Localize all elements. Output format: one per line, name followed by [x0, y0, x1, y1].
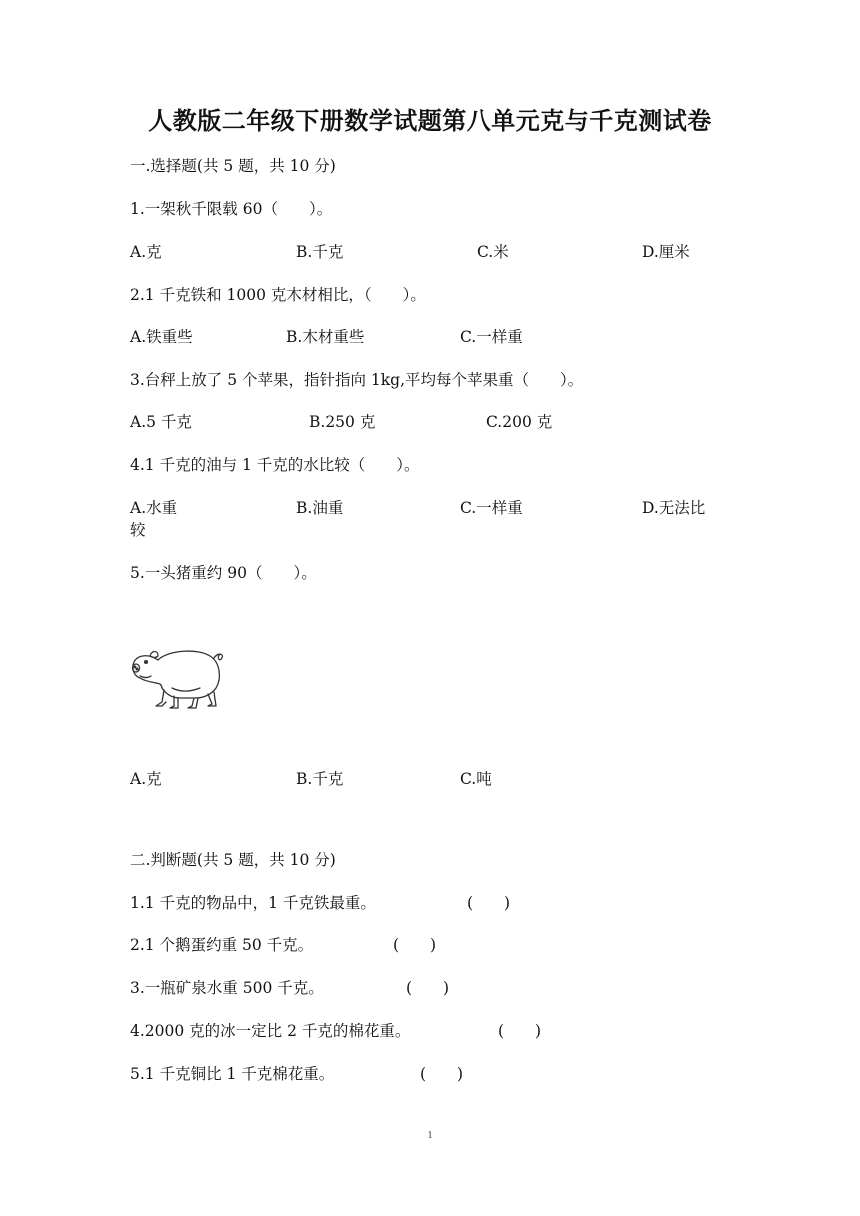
q2-option-b[interactable]: B.木材重些 [286, 328, 365, 346]
judge-1-answer-blank[interactable]: ( ) [467, 894, 511, 912]
q1-option-a[interactable]: A.克 [130, 243, 162, 261]
judge-question-3-text: 3.一瓶矿泉水重 500 千克。 [130, 979, 324, 997]
judge-question-5-text: 5.1 千克铜比 1 千克棉花重。 [130, 1065, 335, 1083]
judge-4-answer-blank[interactable]: ( ) [498, 1022, 542, 1040]
judge-2-answer-blank[interactable]: ( ) [393, 936, 437, 954]
question-1-text: 1.一架秋千限载 60（ ）。 [130, 200, 333, 218]
judge-5-answer-blank[interactable]: ( ) [420, 1065, 464, 1083]
judge-question-2-text: 2.1 个鹅蛋约重 50 千克。 [130, 936, 314, 954]
judge-question-4-text: 4.2000 克的冰一定比 2 千克的棉花重。 [130, 1022, 411, 1040]
judge-question-1-text: 1.1 千克的物品中，1 千克铁最重。 [130, 894, 376, 912]
section-heading-judgement: 二.判断题(共 5 题，共 10 分) [130, 851, 336, 869]
q5-option-a[interactable]: A.克 [130, 770, 162, 788]
q2-option-c[interactable]: C.一样重 [460, 328, 523, 346]
q4-option-b[interactable]: B.油重 [296, 499, 344, 517]
q3-option-a[interactable]: A.5 千克 [130, 413, 192, 431]
q2-option-a[interactable]: A.铁重些 [130, 328, 193, 346]
q1-option-c[interactable]: C.米 [477, 243, 509, 261]
q5-option-b[interactable]: B.千克 [296, 770, 344, 788]
pig-illustration [128, 636, 228, 712]
page-title: 人教版二年级下册数学试题第八单元克与千克测试卷 [148, 106, 712, 135]
q3-option-b[interactable]: B.250 克 [309, 413, 376, 431]
q4-option-a[interactable]: A.水重 [130, 499, 178, 517]
q4-option-d-wrap: 较 [130, 521, 146, 539]
q1-option-d[interactable]: D.厘米 [642, 243, 690, 261]
q4-option-c[interactable]: C.一样重 [460, 499, 523, 517]
q3-option-c[interactable]: C.200 克 [486, 413, 553, 431]
q5-option-c[interactable]: C.吨 [460, 770, 492, 788]
q1-option-b[interactable]: B.千克 [296, 243, 344, 261]
question-3-text: 3.台秤上放了 5 个苹果，指针指向 1kg,平均每个苹果重（ ）。 [130, 371, 584, 389]
q4-option-d[interactable]: D.无法比 [642, 499, 706, 517]
page-number: 1 [427, 1129, 433, 1141]
question-4-text: 4.1 千克的油与 1 千克的水比较（ ）。 [130, 456, 420, 474]
judge-3-answer-blank[interactable]: ( ) [406, 979, 450, 997]
section-heading-choice: 一.选择题(共 5 题，共 10 分) [130, 157, 336, 175]
question-2-text: 2.1 千克铁和 1000 克木材相比，（ ）。 [130, 286, 426, 304]
question-5-text: 5.一头猪重约 90（ ）。 [130, 564, 317, 582]
